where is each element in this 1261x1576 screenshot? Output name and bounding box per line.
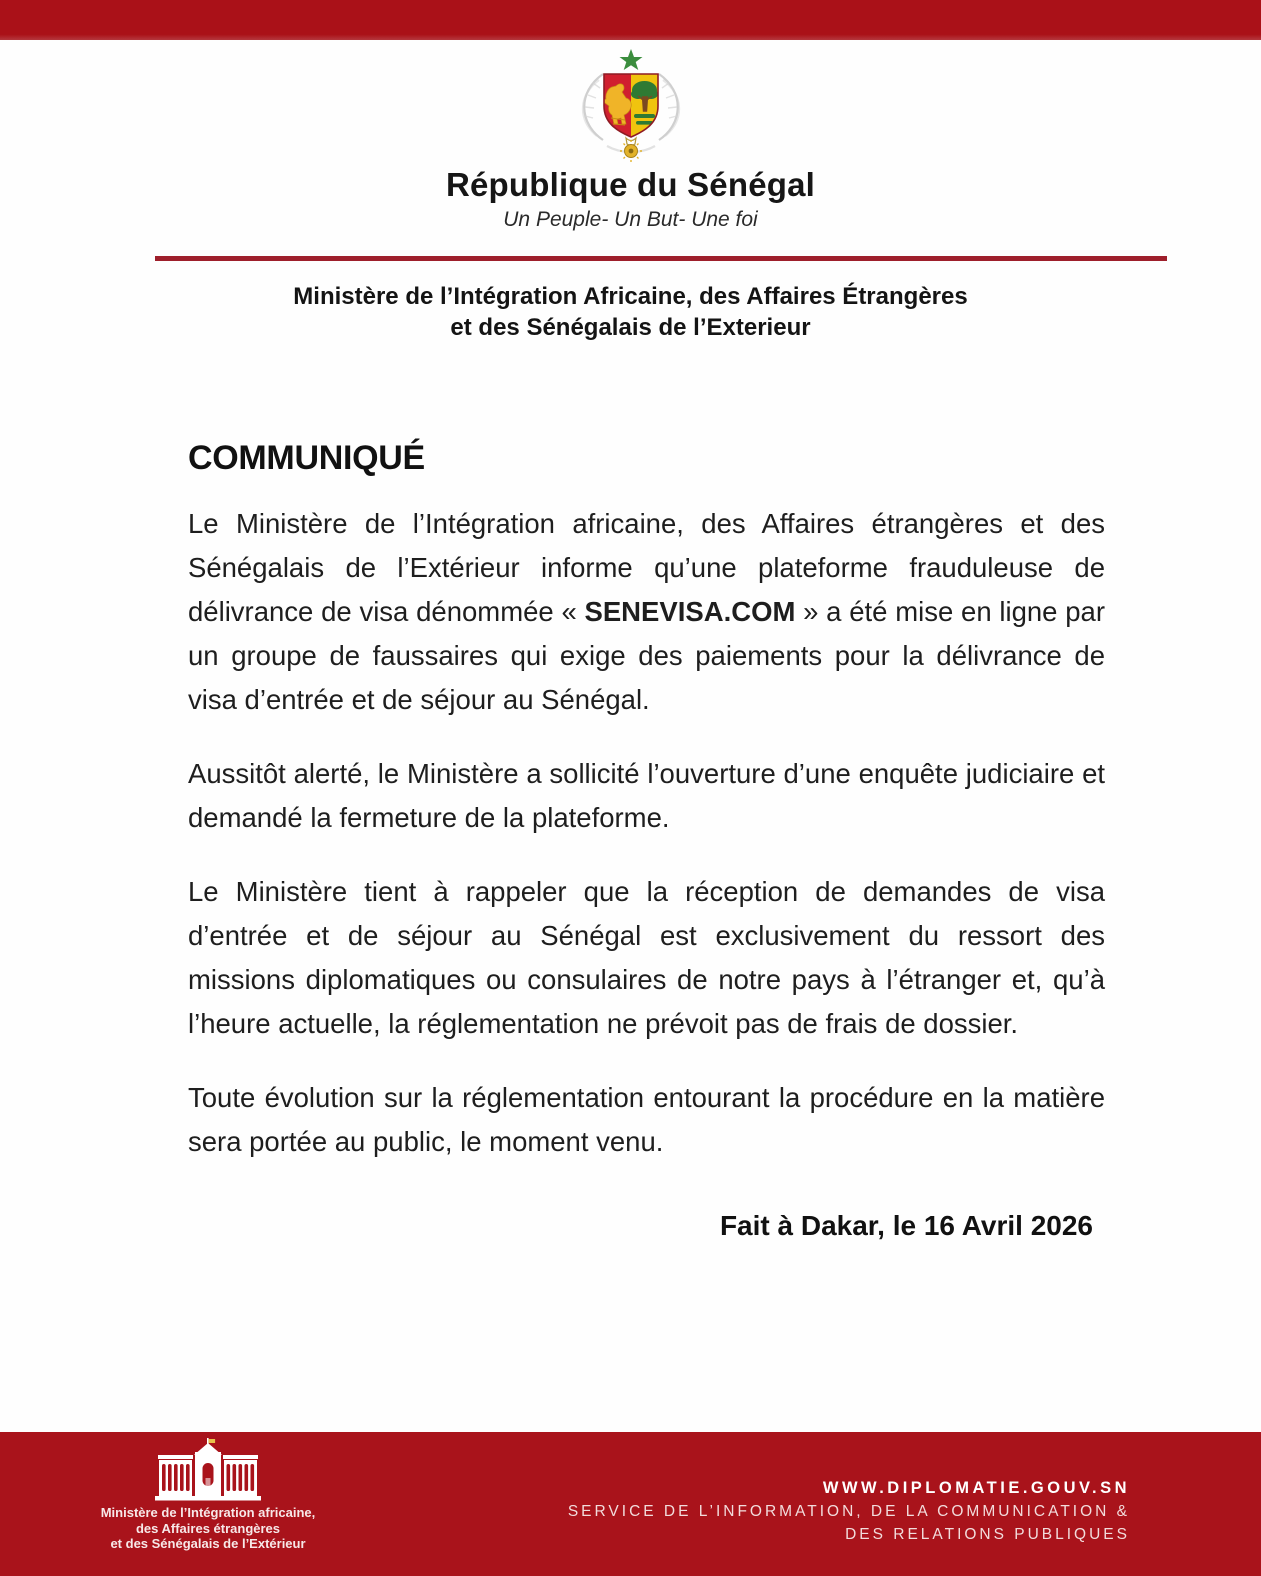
paragraph-4: Toute évolution sur la réglementation entourant la procédure en la matière sera portée au public, le moment venu. xyxy=(188,1082,1105,1157)
paragraph-1-text-end: » a été mise en ligne par un groupe de faussaires qui exige des paiements pour la délivrance de visa d’entrée et de séjour au Sénégal. xyxy=(188,596,1105,715)
communique-title: COMMUNIQUÉ xyxy=(188,439,425,477)
footer-ministry-block xyxy=(92,1438,324,1552)
national-motto: Un Peuple- Un But- Une foi xyxy=(503,208,758,231)
paragraph-1 xyxy=(188,502,1105,722)
green-star xyxy=(619,49,642,70)
ministry-heading-line2: et des Sénégalais de l’Exterieur xyxy=(450,314,811,341)
footer-service-line2: DES RELATIONS PUBLIQUES xyxy=(845,1526,1130,1543)
ministry-building-icon xyxy=(155,1438,261,1502)
footer-contact-block xyxy=(568,1476,1130,1546)
footer-service-line1: SERVICE DE L’INFORMATION, DE LA COMMUNICATION & xyxy=(567,1503,1130,1520)
footer-caption-line1: Ministère de l’Intégration africaine, xyxy=(100,1505,316,1520)
paragraph-1-text: Le Ministère de l’Intégration africaine, des Affaires étrangères et des Sénégalais de l’Extérieur informe qu’une plateforme frauduleuse de délivrance de visa dénommée « xyxy=(188,508,1105,627)
footer-ministry-caption xyxy=(92,1505,324,1552)
ministry-heading xyxy=(0,281,1261,343)
communique-body xyxy=(188,439,1105,1242)
ministry-heading-line1: Ministère de l’Intégration Africaine, des Affaires Étrangères xyxy=(293,283,968,310)
dateline: Fait à Dakar, le 16 Avril 2026 xyxy=(719,1210,1093,1241)
document-header xyxy=(0,0,1261,343)
footer-caption-line2: des Affaires étrangères xyxy=(135,1520,281,1536)
footer-band xyxy=(0,1432,1261,1576)
footer-website: WWW.DIPLOMATIE.GOUV.SN xyxy=(822,1479,1130,1497)
paragraph-3: Le Ministère tient à rappeler que la réception de demandes de visa d’entrée et de séjour au Sénégal est exclusivement du ressort des missions diplomatiques ou consulaires de notre pays à l’étranger et, qu’à l’heure actuelle, la réglementation ne prévoit pas de frais de dossier. xyxy=(188,876,1105,1039)
fraud-site-name: SENEVISA.COM xyxy=(584,596,796,627)
paragraph-2: Aussitôt alerté, le Ministère a sollicité l’ouverture d’une enquête judiciaire et demandé la fermeture de la plateforme. xyxy=(188,758,1105,833)
separator-line xyxy=(155,256,1167,261)
footer-caption-line3: et des Sénégalais de l’Extérieur xyxy=(110,1536,306,1551)
republic-title: République du Sénégal xyxy=(445,166,816,203)
senegal-coat-of-arms-icon xyxy=(563,48,699,162)
medal xyxy=(620,138,642,162)
